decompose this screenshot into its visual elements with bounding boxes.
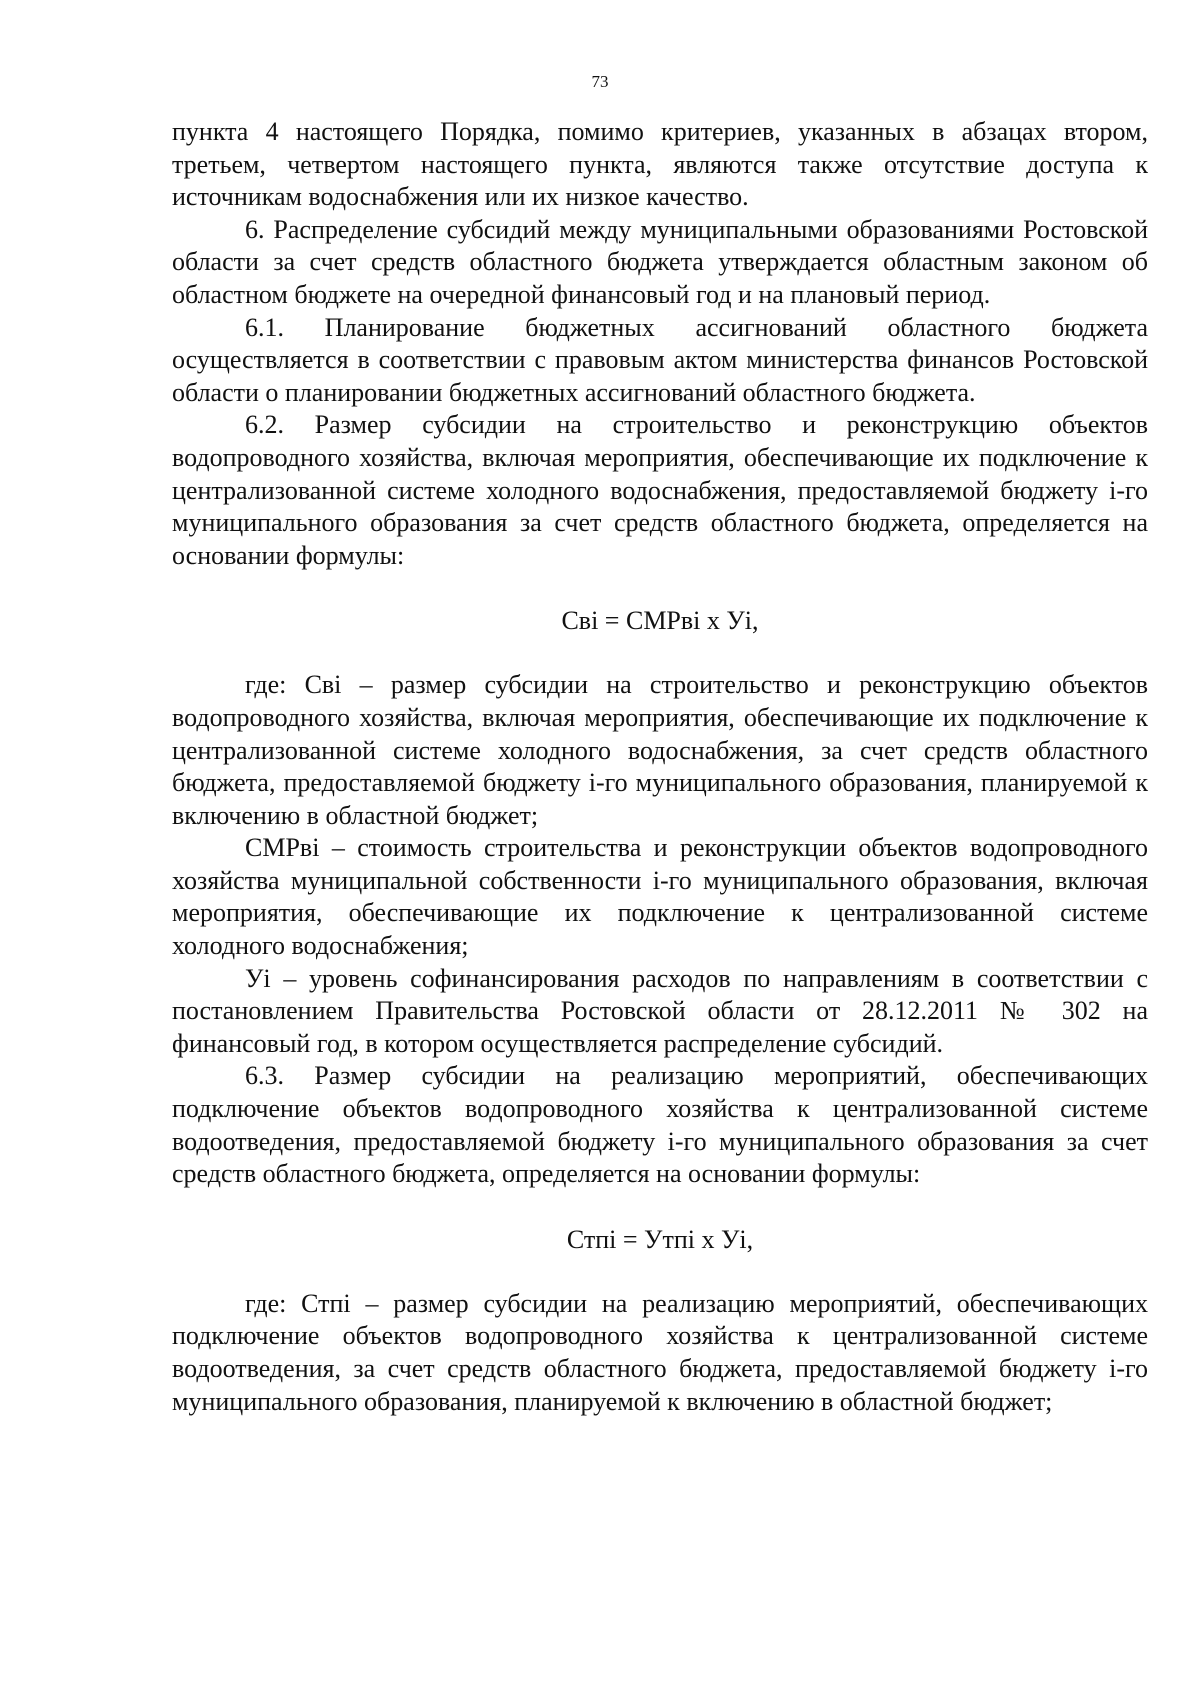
section-before-formula-2 [172,669,1148,1191]
paragraph-item-6: 6. Распределение субсидий между муниципальными образованиями Ростовской области за счет средств областного бюджета утверждается областным законом об областном бюджете на очередной финансовый год и на плановый период. [172,214,1148,309]
paragraph-definition-ui: Уi – уровень софинансирования расходов по направлениям в соответствии с постановлением Правительства Ростовской области от 28.12.2011 № 302 на финансовый год, в котором осуществляется распределение субсидий. [172,963,1148,1058]
paragraph-item-6-2: 6.2. Размер субсидии на строительство и реконструкцию объектов водопроводного хозяйства, включая мероприятия, обеспечивающие их подключение к централизованной системе холодного водоснабжения, предоставляемой бюджету i-го муниципального образования за счет средств областного бюджета, определяется на основании формулы: [172,410,1148,570]
paragraph-definition-svi: где: Свi – размер субсидии на строительство и реконструкцию объектов водопроводного хозяйства, включая мероприятия, обеспечивающие их подключение к централизованной системе холодного водоснабжения, за счет средств областного бюджета, предоставляемой бюджету i-го муниципального образования, планируемой к включению в областной бюджет; [172,670,1148,830]
paragraph-definition-stpi: где: Стпi – размер субсидии на реализацию мероприятий, обеспечивающих подключение объектов водопроводного хозяйства к централизованной системе водоотведения, за счет средств областного бюджета, предоставляемой бюджету i-го муниципального образования, планируемой к включению в областной бюджет; [172,1288,1148,1416]
document-body [172,116,1148,1418]
paragraph-item-6-1: 6.1. Планирование бюджетных ассигнований областного бюджета осуществляется в соответствии с правовым актом министерства финансов Ростовской области о планировании бюджетных ассигнований областного бюджета. [172,312,1148,407]
section-after-formula-2 [172,1288,1148,1418]
paragraph-item-6-3: 6.3. Размер субсидии на реализацию мероприятий, обеспечивающих подключение объектов водопроводного хозяйства к централизованной системе водоотведения, предоставляемой бюджету i-го муниципального образования за счет средств областного бюджета, определяется на основании формулы: [172,1061,1148,1189]
section-before-formula-1 [172,116,1148,572]
formula-svi: Свi = СМРвi x Уi, [561,606,759,636]
paragraph-continuation: пункта 4 настоящего Порядка, помимо критериев, указанных в абзацах втором, третьем, четвертом настоящего пункта, являются также отсутствие доступа к источникам водоснабжения или их низкое качество. [172,117,1148,212]
page-number: 73 [591,72,609,91]
paragraph-definition-smrvi: СМРвi – стоимость строительства и реконструкции объектов водопроводного хозяйства муниципальной собственности i-го муниципального образования, включая мероприятия, обеспечивающие их подключение к централизованной системе холодного водоснабжения; [172,833,1148,961]
formula-stpi: Стпi = Утпi x Уi, [566,1224,754,1254]
